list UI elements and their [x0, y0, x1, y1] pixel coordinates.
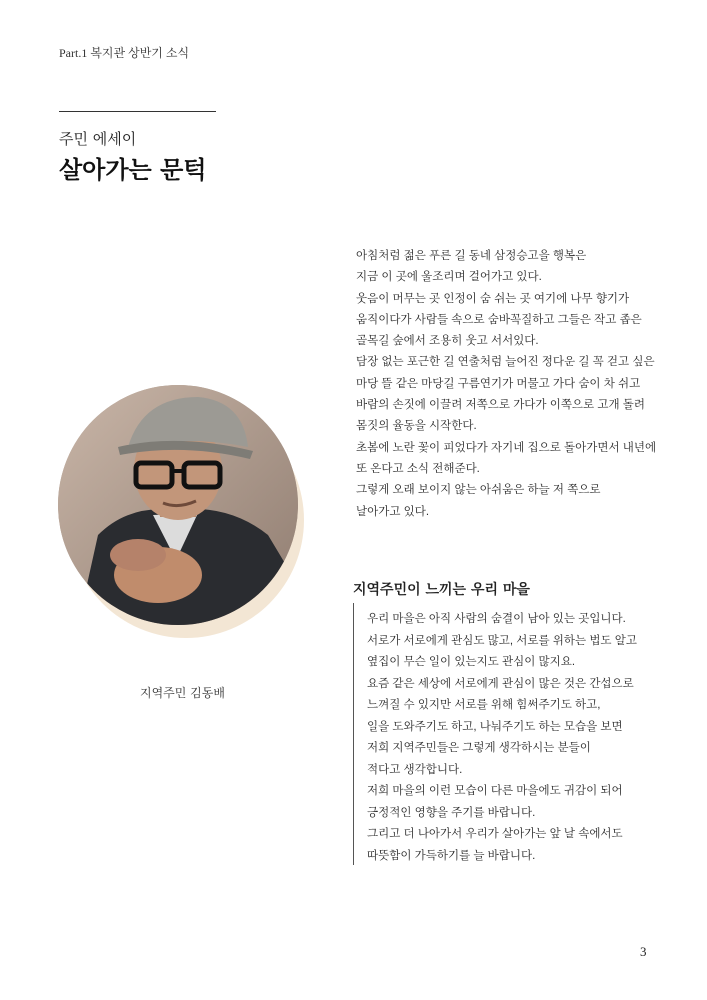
essay-line: 아침처럼 젊은 푸른 길 동네 삼정승고을 행복은: [356, 250, 587, 262]
essay-line: 담장 없는 포근한 길 연출처럼 늘어진 정다운 길 꼭 걷고 싶은: [356, 356, 655, 369]
essay-line: 웃음이 머무는 곳 인정이 숨 쉬는 곳 여기에 나무 향기가: [356, 292, 630, 305]
article-title: 살아가는 문턱: [59, 155, 207, 184]
village-line: 따뜻함이 가득하기를 늘 바랍니다.: [367, 849, 536, 862]
village-text: [367, 609, 687, 867]
essay-line: 몸짓의 율동을 시작한다.: [356, 420, 477, 433]
essay-line: 지금 이 곳에 울조리며 걸어가고 있다.: [356, 271, 542, 284]
village-line: 서로가 서로에게 관심도 많고, 서로를 위하는 법도 알고: [367, 634, 637, 647]
village-line: 저희 지역주민들은 그렇게 생각하시는 분들이: [367, 742, 591, 754]
village-line: 요즘 같은 세상에 서로에게 관심이 많은 것은 간섭으로: [367, 677, 634, 690]
village-line: 느껴질 수 있지만 서로를 위해 힘써주기도 하고,: [367, 699, 601, 711]
page-number: 3: [640, 944, 647, 959]
photo-caption: 지역주민 김동배: [140, 686, 225, 700]
essay-poem: [356, 246, 676, 523]
essay-line: 그렇게 오래 보이지 않는 아쉬움은 하늘 저 쪽으로: [356, 484, 601, 497]
village-section-title: 지역주민이 느끼는 우리 마을: [353, 582, 530, 598]
village-line: 옆집이 무슨 일이 있는지도 관심이 많지요.: [367, 656, 576, 668]
quote-bar: [353, 603, 354, 865]
header-divider: [59, 111, 216, 112]
village-line: 적다고 생각합니다.: [367, 763, 463, 776]
village-line: 일을 도와주기도 하고, 나눠주기도 하는 모습을 보면: [367, 720, 623, 733]
village-line: 긍정적인 영향을 주기를 바랍니다.: [367, 806, 536, 819]
article-category: 주민 에세이: [59, 130, 137, 148]
essay-line: 날아가고 있다.: [356, 505, 430, 518]
village-line: 그리고 더 나아가서 우리가 살아가는 앞 날 속에서도: [367, 828, 623, 840]
essay-line: 움직이다가 사람들 속으로 숨바꼭질하고 그들은 작고 좁은: [356, 313, 642, 326]
village-line: 저희 마을의 이런 모습이 다른 마을에도 귀감이 되어: [367, 785, 623, 797]
village-line: 우리 마을은 아직 사람의 숨결이 남아 있는 곳입니다.: [367, 613, 626, 625]
resident-portrait: [58, 385, 298, 625]
essay-line: 초봄에 노란 꽃이 피었다가 자기네 집으로 돌아가면서 내년에: [356, 441, 657, 454]
essay-line: 바람의 손짓에 이끌려 저쪽으로 가다가 이쪽으로 고개 돌려: [356, 399, 645, 412]
essay-line: 또 온다고 소식 전해준다.: [356, 462, 480, 475]
essay-line: 골목길 숲에서 조용히 웃고 서서있다.: [356, 335, 539, 348]
part-header: Part.1 복지관 상반기 소식: [59, 46, 190, 60]
essay-line: 마당 뜰 같은 마당길 구름연기가 머물고 가다 숨이 차 쉬고: [356, 377, 641, 390]
resident-photo-group: [58, 380, 303, 640]
